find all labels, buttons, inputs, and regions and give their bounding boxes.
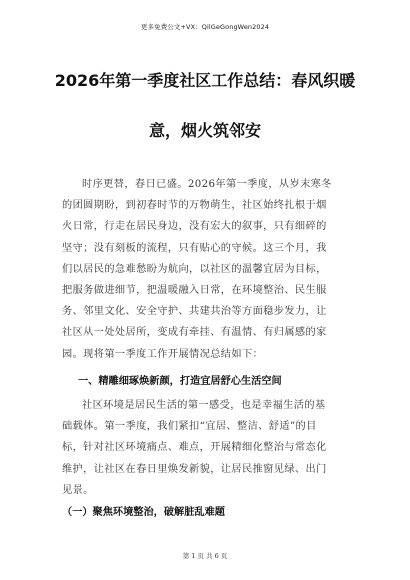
intro-line: 务、邻里文化、安全守护、共建共治等方面稳步发力，让 bbox=[62, 306, 327, 318]
intro-line: 园。现将第一季度工作开展情况总结如下： bbox=[62, 348, 264, 360]
intro-paragraph bbox=[62, 174, 352, 365]
document-title-line-2: 意，烟火筑邻安 bbox=[148, 121, 261, 140]
intro-line: 时序更替，春日已盛。2026年第一季度，从岁末寒冬 bbox=[82, 179, 332, 190]
document-title-line-1: 2026年第一季度社区工作总结：春风织暖 bbox=[54, 71, 356, 90]
header-note: 更多免费公文+VX：QilGeGongWen2024 bbox=[140, 23, 270, 31]
section-heading-1: 一、精雕细琢焕新颜，打造宜居舒心生活空间 bbox=[78, 376, 282, 387]
intro-line: 的团圆期盼，到初春时节的万物萌生，社区始终扎根于烟 bbox=[62, 200, 327, 212]
page-footer: 第 1 页 共 6 页 bbox=[182, 552, 228, 560]
intro-line: 社区从一处处居所，变成有牵挂、有温情、有归属感的家 bbox=[62, 327, 327, 339]
section1-line: 见景。 bbox=[62, 484, 94, 496]
subsection-heading-1: （一）聚焦环境整治，破解脏乱难题 bbox=[62, 507, 225, 518]
intro-line: 们以居民的急难愁盼为航向，以社区的温馨宜居为目标， bbox=[62, 263, 327, 275]
intro-line: 火日常，行走在居民身边，没有宏大的叙事，只有细碎的 bbox=[62, 221, 327, 233]
section1-paragraph bbox=[62, 395, 352, 501]
section1-line: 标，针对社区环境痛点、难点，开展精细化整治与常态化 bbox=[62, 442, 327, 454]
section1-line: 维护，让社区在春日里焕发新貌，让居民推窗见绿、出门 bbox=[62, 463, 327, 475]
section1-line: 社区环境是居民生活的第一感受，也是幸福生活的基 bbox=[82, 400, 326, 411]
intro-line: 坚守；没有刻板的流程，只有贴心的守候。这三个月，我 bbox=[62, 242, 327, 254]
intro-line: 把服务做进细节，把温暖融入日常，在环境整治、民生服 bbox=[62, 285, 327, 297]
section1-line: 础载体。第一季度，我们紧扣“宜居、整洁、舒适”的目 bbox=[62, 421, 317, 433]
